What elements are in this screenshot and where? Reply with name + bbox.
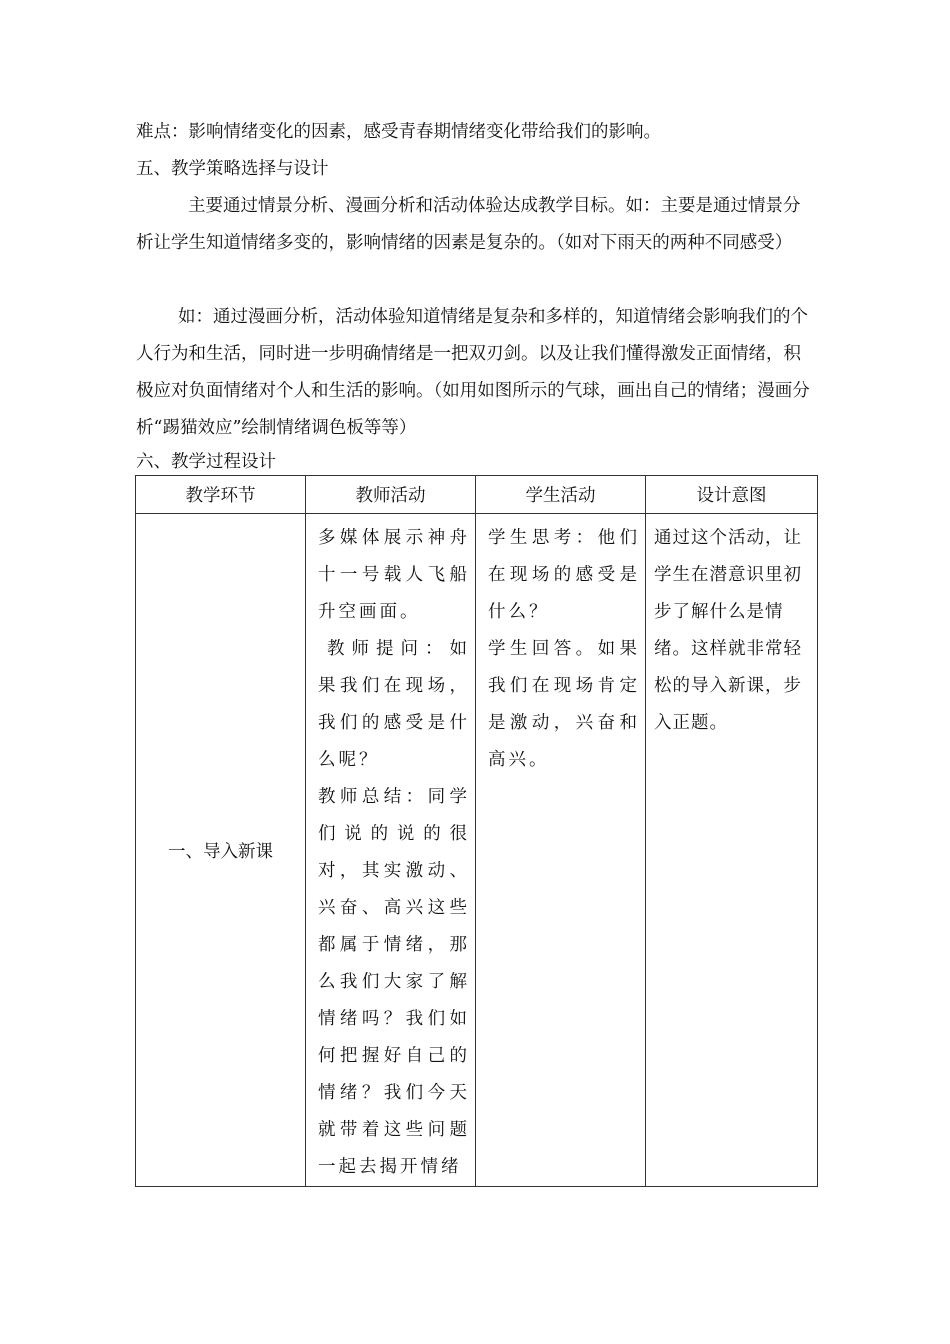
stage-cell [136, 514, 306, 1187]
student-activity-text: 学生思考：他们在现场的感受是什么？ [488, 528, 640, 622]
header-student-activity: 学生活动 [476, 476, 646, 514]
difficulty-paragraph: 难点：影响情绪变化的因素，感受青春期情绪变化带给我们的影响。 [136, 122, 661, 142]
strategy-paragraph-1: 主要通过情景分析、漫画分析和活动体验达成教学目标。如：主要是通过情景分析让学生知道情绪多变的，影响情绪的因素是复杂的。（如对下雨天的两种不同感受） [136, 196, 801, 253]
strategy-paragraph-2: 如：通过漫画分析，活动体验知道情绪是复杂和多样的，知道情绪会影响我们的个人行为和生活，同时进一步明确情绪是一把双刃剑。以及让我们懂得激发正面情绪，积极应对负面情绪对个人和生活的影响。（如用如图所示的气球，画出自己的情绪；漫画分析“踢猫效应”绘制情绪调色板等等） [136, 307, 810, 438]
design-intent-text: 通过这个活动，让学生在潜意识里初步了解什么是情绪。这样就非常轻松的导入新课，步入正题。 [654, 528, 802, 733]
table-row [136, 514, 818, 1187]
teacher-activity-text: 多媒体展示神舟十一号载人飞船升空画面。 [318, 528, 470, 622]
stage-label: 一、导入新课 [168, 841, 273, 862]
header-teacher-activity: 教师活动 [306, 476, 476, 514]
student-activity-cell [476, 514, 646, 1187]
header-stage: 教学环节 [136, 476, 306, 514]
teacher-activity-text: 教师总结：同学们说的说的很对，其实激动、兴奋、高兴这些都属于情绪，那么我们大家了解情绪吗？我们如何把握好自己的情绪？我们今天就带着这些问题一起去揭开情绪 [318, 787, 470, 1177]
teaching-process-table [135, 475, 818, 1187]
teacher-activity-cell [306, 514, 476, 1187]
table-header-row [136, 476, 818, 514]
student-activity-text: 学生回答。如果我们在现场肯定是激动，兴奋和高兴。 [488, 639, 640, 770]
design-intent-cell [646, 514, 818, 1187]
section-heading-strategy: 五、教学策略选择与设计 [136, 159, 329, 179]
section-heading-process: 六、教学过程设计 [136, 452, 276, 472]
header-design-intent: 设计意图 [646, 476, 818, 514]
teacher-activity-text: 教师提问：如果我们在现场，我们的感受是什么呢？ [318, 639, 470, 770]
